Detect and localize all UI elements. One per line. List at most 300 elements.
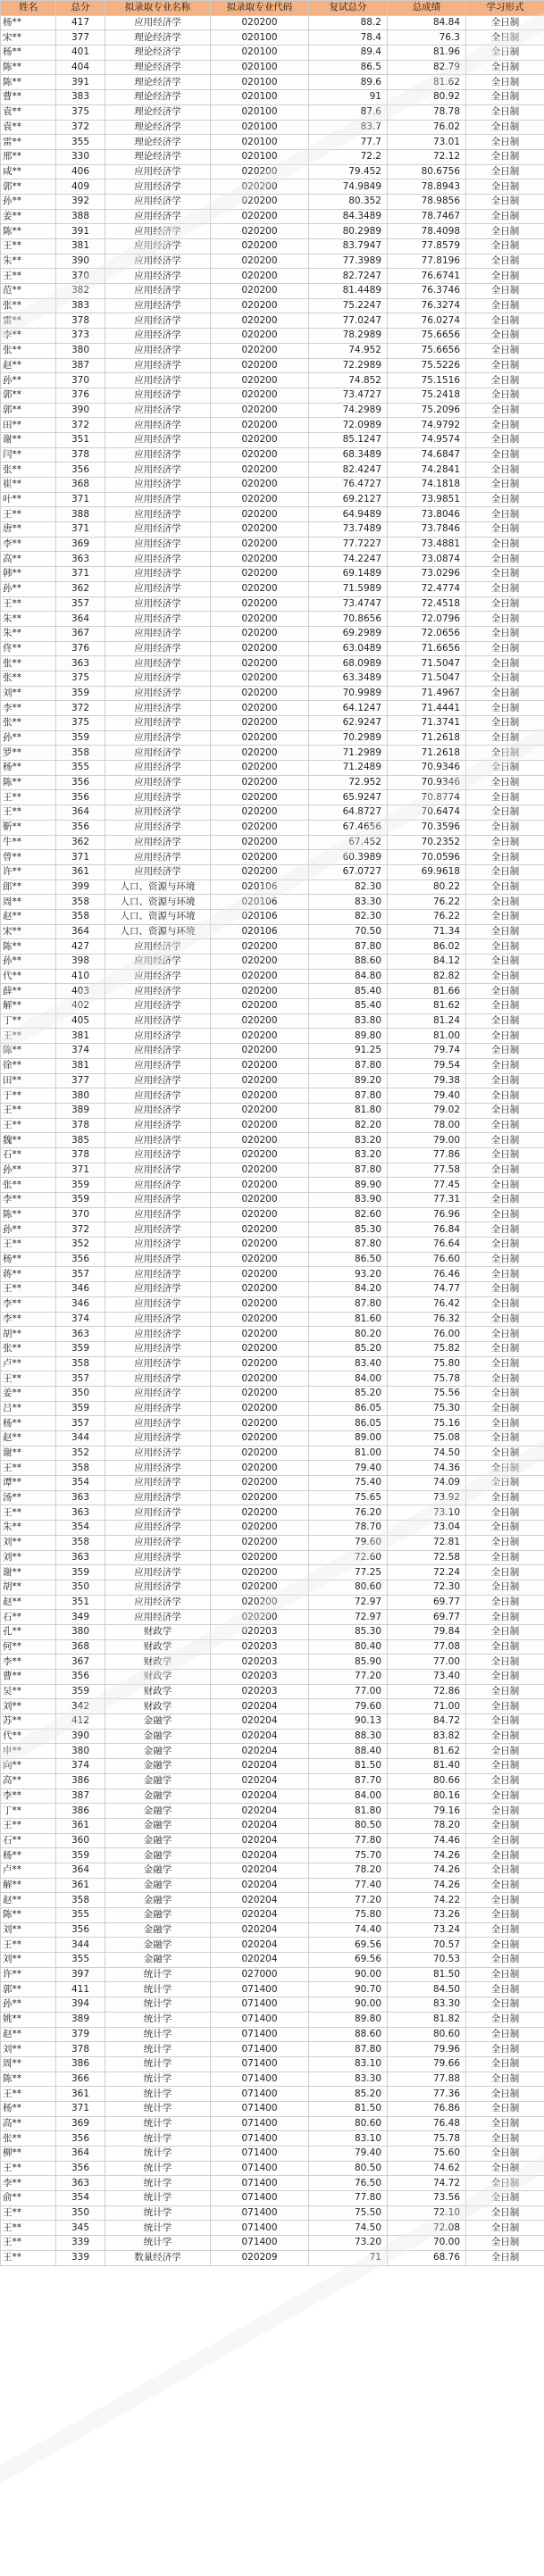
cell-retest-score: 73.4727 (309, 388, 388, 403)
cell-major-name: 应用经济学 (105, 939, 211, 955)
cell-retest-score: 87.80 (309, 1296, 388, 1312)
cell-total-score: 358 (56, 1461, 105, 1476)
cell-major-code: 020200 (211, 686, 309, 701)
cell-final-score: 73.04 (388, 1521, 466, 1536)
cell-final-score: 71.6656 (388, 641, 466, 656)
cell-name: 向** (1, 1759, 56, 1774)
cell-total-score: 380 (56, 343, 105, 358)
cell-name: 谢** (1, 432, 56, 447)
cell-study-mode: 全日制 (466, 2191, 544, 2206)
table-row (1, 955, 544, 970)
cell-final-score: 75.78 (388, 1371, 466, 1387)
cell-total-score: 356 (56, 1670, 105, 1685)
cell-total-score: 368 (56, 1639, 105, 1655)
cell-name: 胡** (1, 1580, 56, 1595)
table-row (1, 1580, 544, 1595)
cell-study-mode: 全日制 (466, 343, 544, 358)
table-row (1, 418, 544, 433)
cell-final-score: 71.4967 (388, 686, 466, 701)
cell-retest-score: 93.20 (309, 1267, 388, 1282)
cell-major-code: 020200 (211, 1461, 309, 1476)
table-row (1, 522, 544, 538)
cell-study-mode: 全日制 (466, 46, 544, 61)
table-row (1, 939, 544, 955)
cell-major-code: 020204 (211, 1714, 309, 1730)
cell-major-name: 统计学 (105, 2147, 211, 2162)
cell-study-mode: 全日制 (466, 1699, 544, 1714)
cell-retest-score: 86.05 (309, 1416, 388, 1431)
cell-study-mode: 全日制 (466, 730, 544, 746)
cell-major-code: 020204 (211, 1938, 309, 1953)
cell-retest-score: 79.60 (309, 1535, 388, 1550)
table-row (1, 1490, 544, 1505)
cell-study-mode: 全日制 (466, 2101, 544, 2116)
cell-total-score: 412 (56, 1714, 105, 1730)
cell-name: 王** (1, 2221, 56, 2236)
table-row (1, 2072, 544, 2087)
cell-final-score: 72.24 (388, 1565, 466, 1580)
cell-study-mode: 全日制 (466, 1386, 544, 1401)
cell-final-score: 72.86 (388, 1684, 466, 1699)
table-row (1, 60, 544, 75)
cell-name: 李** (1, 329, 56, 344)
table-row (1, 1565, 544, 1580)
cell-total-score: 354 (56, 1476, 105, 1491)
cell-name: 杨** (1, 761, 56, 776)
table-row (1, 1953, 544, 1968)
cell-major-name: 金融学 (105, 1878, 211, 1893)
cell-major-name: 应用经济学 (105, 805, 211, 821)
cell-study-mode: 全日制 (466, 686, 544, 701)
cell-name: 王** (1, 2250, 56, 2265)
cell-final-score: 79.96 (388, 2042, 466, 2057)
cell-total-score: 356 (56, 463, 105, 478)
cell-major-name: 应用经济学 (105, 1312, 211, 1327)
cell-retest-score: 71 (309, 2250, 388, 2265)
cell-study-mode: 全日制 (466, 1550, 544, 1565)
table-row (1, 1773, 544, 1788)
cell-final-score: 78.7467 (388, 209, 466, 224)
cell-retest-score: 75.65 (309, 1490, 388, 1505)
cell-major-name: 金融学 (105, 1908, 211, 1923)
cell-name: 王** (1, 239, 56, 254)
cell-total-score: 391 (56, 75, 105, 90)
cell-major-name: 应用经济学 (105, 1535, 211, 1550)
cell-retest-score: 73.7489 (309, 522, 388, 538)
cell-name: 王** (1, 1938, 56, 1953)
cell-study-mode: 全日制 (466, 149, 544, 164)
cell-name: 孙** (1, 373, 56, 388)
cell-final-score: 75.6656 (388, 329, 466, 344)
cell-study-mode: 全日制 (466, 596, 544, 612)
cell-major-name: 应用经济学 (105, 269, 211, 284)
table-row (1, 343, 544, 358)
cell-final-score: 73.40 (388, 1670, 466, 1685)
cell-final-score: 80.92 (388, 90, 466, 105)
cell-name: 魏** (1, 1133, 56, 1148)
cell-name: 陈** (1, 224, 56, 239)
cell-major-code: 020200 (211, 969, 309, 984)
table-row (1, 1759, 544, 1774)
cell-retest-score: 89.80 (309, 2012, 388, 2027)
cell-major-name: 应用经济学 (105, 984, 211, 999)
cell-final-score: 78.00 (388, 1118, 466, 1133)
cell-major-name: 应用经济学 (105, 1222, 211, 1238)
table-row (1, 2161, 544, 2176)
table-row (1, 1699, 544, 1714)
cell-major-name: 应用经济学 (105, 1267, 211, 1282)
cell-retest-score: 84.80 (309, 969, 388, 984)
cell-retest-score: 88.60 (309, 2027, 388, 2042)
cell-total-score: 427 (56, 939, 105, 955)
cell-total-score: 381 (56, 1058, 105, 1073)
cell-total-score: 406 (56, 164, 105, 179)
cell-name: 谢** (1, 1565, 56, 1580)
cell-retest-score: 83.7947 (309, 239, 388, 254)
table-row (1, 2131, 544, 2147)
table-row (1, 463, 544, 478)
cell-final-score: 77.88 (388, 2072, 466, 2087)
cell-final-score: 81.24 (388, 1013, 466, 1029)
cell-total-score: 346 (56, 1296, 105, 1312)
table-row (1, 1744, 544, 1759)
table-row (1, 1163, 544, 1178)
cell-retest-score: 80.60 (309, 2116, 388, 2131)
cell-major-code: 020200 (211, 1222, 309, 1238)
cell-study-mode: 全日制 (466, 864, 544, 880)
cell-total-score: 352 (56, 1446, 105, 1461)
cell-final-score: 68.76 (388, 2250, 466, 2265)
cell-retest-score: 67.4656 (309, 820, 388, 835)
cell-retest-score: 87.6 (309, 104, 388, 120)
cell-study-mode: 全日制 (466, 224, 544, 239)
cell-retest-score: 70.8656 (309, 612, 388, 627)
cell-major-code: 020204 (211, 1759, 309, 1774)
cell-retest-score: 85.30 (309, 1624, 388, 1639)
cell-study-mode: 全日制 (466, 1341, 544, 1356)
cell-retest-score: 83.90 (309, 1193, 388, 1208)
cell-final-score: 78.9856 (388, 194, 466, 209)
cell-major-name: 应用经济学 (105, 1595, 211, 1610)
cell-major-code: 020106 (211, 895, 309, 910)
cell-study-mode: 全日制 (466, 2072, 544, 2087)
cell-major-name: 应用经济学 (105, 1044, 211, 1059)
cell-final-score: 78.8943 (388, 179, 466, 195)
cell-retest-score: 72.97 (309, 1595, 388, 1610)
cell-final-score: 79.00 (388, 1133, 466, 1148)
cell-total-score: 358 (56, 909, 105, 924)
table-row (1, 656, 544, 671)
cell-final-score: 81.66 (388, 984, 466, 999)
cell-retest-score: 80.50 (309, 1818, 388, 1833)
table-row (1, 46, 544, 61)
cell-major-code: 020200 (211, 567, 309, 582)
cell-study-mode: 全日制 (466, 2012, 544, 2027)
cell-name: 李** (1, 1296, 56, 1312)
cell-retest-score: 81.60 (309, 1312, 388, 1327)
table-row (1, 1684, 544, 1699)
table-row (1, 924, 544, 939)
cell-retest-score: 78.2989 (309, 329, 388, 344)
cell-name: 柳** (1, 2147, 56, 2162)
cell-major-name: 财政学 (105, 1684, 211, 1699)
cell-major-code: 020204 (211, 1922, 309, 1938)
cell-major-name: 人口、资源与环境 (105, 895, 211, 910)
cell-study-mode: 全日制 (466, 895, 544, 910)
cell-major-code: 020200 (211, 329, 309, 344)
cell-retest-score: 87.70 (309, 1773, 388, 1788)
cell-total-score: 359 (56, 686, 105, 701)
cell-major-name: 应用经济学 (105, 507, 211, 522)
cell-name: 雷** (1, 313, 56, 329)
cell-study-mode: 全日制 (466, 284, 544, 299)
cell-final-score: 74.6847 (388, 447, 466, 463)
table-row (1, 2176, 544, 2191)
cell-final-score: 74.62 (388, 2161, 466, 2176)
cell-major-name: 应用经济学 (105, 1193, 211, 1208)
cell-retest-score: 79.452 (309, 164, 388, 179)
cell-study-mode: 全日制 (466, 1565, 544, 1580)
cell-retest-score: 70.2989 (309, 730, 388, 746)
cell-retest-score: 86.50 (309, 1252, 388, 1267)
cell-major-code: 071400 (211, 2191, 309, 2206)
cell-final-score: 81.00 (388, 1029, 466, 1044)
table-row (1, 999, 544, 1014)
cell-name: 刘** (1, 1535, 56, 1550)
cell-major-name: 应用经济学 (105, 1103, 211, 1118)
cell-major-name: 金融学 (105, 1818, 211, 1833)
cell-retest-score: 86.05 (309, 1401, 388, 1416)
cell-major-code: 020200 (211, 522, 309, 538)
cell-name: 胡** (1, 1327, 56, 1342)
cell-final-score: 77.8579 (388, 239, 466, 254)
cell-final-score: 81.62 (388, 1744, 466, 1759)
table-row (1, 1088, 544, 1104)
cell-final-score: 74.22 (388, 1893, 466, 1908)
table-row (1, 1058, 544, 1073)
cell-major-name: 统计学 (105, 2042, 211, 2057)
cell-retest-score: 72.60 (309, 1550, 388, 1565)
cell-name: 范** (1, 284, 56, 299)
table-row (1, 2116, 544, 2131)
cell-study-mode: 全日制 (466, 239, 544, 254)
cell-study-mode: 全日制 (466, 313, 544, 329)
cell-major-name: 统计学 (105, 1967, 211, 1982)
cell-final-score: 78.20 (388, 1818, 466, 1833)
cell-major-name: 统计学 (105, 2191, 211, 2206)
cell-major-code: 020200 (211, 478, 309, 493)
cell-retest-score: 74.952 (309, 343, 388, 358)
table-row (1, 313, 544, 329)
cell-major-name: 应用经济学 (105, 492, 211, 507)
cell-study-mode: 全日制 (466, 1147, 544, 1163)
cell-final-score: 69.77 (388, 1610, 466, 1625)
cell-name: 赵** (1, 1595, 56, 1610)
cell-major-code: 020209 (211, 2250, 309, 2265)
cell-major-code: 020106 (211, 924, 309, 939)
table-row (1, 1729, 544, 1744)
cell-study-mode: 全日制 (466, 478, 544, 493)
cell-study-mode: 全日制 (466, 1639, 544, 1655)
cell-total-score: 385 (56, 1133, 105, 1148)
cell-name: 郭** (1, 403, 56, 418)
cell-total-score: 389 (56, 2012, 105, 2027)
cell-name: 陈** (1, 939, 56, 955)
cell-name: 孙** (1, 1163, 56, 1178)
cell-total-score: 405 (56, 1013, 105, 1029)
cell-retest-score: 71.2989 (309, 746, 388, 761)
cell-major-code: 020200 (211, 1505, 309, 1521)
table-row (1, 358, 544, 373)
cell-total-score: 401 (56, 46, 105, 61)
cell-total-score: 372 (56, 701, 105, 716)
cell-name: 蒋** (1, 1267, 56, 1282)
cell-study-mode: 全日制 (466, 1088, 544, 1104)
cell-major-code: 020200 (211, 1476, 309, 1491)
cell-total-score: 363 (56, 2176, 105, 2191)
cell-final-score: 80.60 (388, 2027, 466, 2042)
cell-major-name: 应用经济学 (105, 1580, 211, 1595)
cell-retest-score: 77.20 (309, 1893, 388, 1908)
cell-major-code: 020200 (211, 269, 309, 284)
cell-study-mode: 全日制 (466, 1655, 544, 1670)
cell-major-code: 020203 (211, 1684, 309, 1699)
cell-name: 徐** (1, 1058, 56, 1073)
cell-final-score: 74.2841 (388, 463, 466, 478)
cell-major-code: 020204 (211, 1773, 309, 1788)
cell-name: 卢** (1, 1863, 56, 1878)
cell-study-mode: 全日制 (466, 1118, 544, 1133)
table-row (1, 1595, 544, 1610)
cell-final-score: 70.9346 (388, 761, 466, 776)
cell-major-code: 020200 (211, 1118, 309, 1133)
cell-major-code: 020200 (211, 1565, 309, 1580)
cell-study-mode: 全日制 (466, 1967, 544, 1982)
cell-retest-score: 86.5 (309, 60, 388, 75)
cell-study-mode: 全日制 (466, 1863, 544, 1878)
cell-major-name: 应用经济学 (105, 1178, 211, 1193)
table-row (1, 596, 544, 612)
cell-major-name: 金融学 (105, 1788, 211, 1804)
cell-study-mode: 全日制 (466, 60, 544, 75)
cell-study-mode: 全日制 (466, 1416, 544, 1431)
cell-final-score: 79.66 (388, 2056, 466, 2072)
cell-retest-score: 68.3489 (309, 447, 388, 463)
cell-name: 杨** (1, 2101, 56, 2116)
cell-major-name: 财政学 (105, 1624, 211, 1639)
table-row (1, 850, 544, 865)
cell-study-mode: 全日制 (466, 2116, 544, 2131)
cell-major-name: 金融学 (105, 1848, 211, 1863)
cell-retest-score: 72.0989 (309, 418, 388, 433)
table-row (1, 224, 544, 239)
cell-final-score: 70.2352 (388, 835, 466, 850)
cell-final-score: 81.50 (388, 1967, 466, 1982)
cell-name: 王** (1, 1505, 56, 1521)
cell-retest-score: 91 (309, 90, 388, 105)
cell-retest-score: 60.3989 (309, 850, 388, 865)
cell-total-score: 368 (56, 478, 105, 493)
table-row (1, 1505, 544, 1521)
cell-major-name: 应用经济学 (105, 820, 211, 835)
cell-major-name: 应用经济学 (105, 1013, 211, 1029)
cell-total-score: 374 (56, 1759, 105, 1774)
cell-name: 解** (1, 999, 56, 1014)
cell-name: 孙** (1, 581, 56, 596)
cell-final-score: 78.4098 (388, 224, 466, 239)
cell-total-score: 374 (56, 1312, 105, 1327)
cell-final-score: 81.40 (388, 1759, 466, 1774)
cell-major-code: 027000 (211, 1967, 309, 1982)
cell-final-score: 71.5047 (388, 671, 466, 686)
cell-name: 吴** (1, 1684, 56, 1699)
cell-study-mode: 全日制 (466, 1684, 544, 1699)
cell-name: 何** (1, 1639, 56, 1655)
table-row (1, 1878, 544, 1893)
cell-major-name: 应用经济学 (105, 641, 211, 656)
cell-study-mode: 全日制 (466, 1997, 544, 2013)
cell-total-score: 390 (56, 403, 105, 418)
cell-major-name: 应用经济学 (105, 313, 211, 329)
cell-major-code: 020200 (211, 1073, 309, 1088)
cell-total-score: 399 (56, 880, 105, 895)
cell-name: 宋** (1, 30, 56, 46)
cell-name: 刘** (1, 2042, 56, 2057)
cell-final-score: 79.40 (388, 1088, 466, 1104)
cell-major-code: 071400 (211, 2205, 309, 2221)
cell-retest-score: 80.2989 (309, 224, 388, 239)
cell-major-name: 应用经济学 (105, 596, 211, 612)
cell-total-score: 380 (56, 1624, 105, 1639)
cell-major-name: 应用经济学 (105, 552, 211, 567)
cell-major-code: 071400 (211, 2116, 309, 2131)
cell-major-name: 应用经济学 (105, 447, 211, 463)
table-row (1, 1356, 544, 1371)
cell-retest-score: 88.40 (309, 1744, 388, 1759)
cell-final-score: 76.0274 (388, 313, 466, 329)
cell-study-mode: 全日制 (466, 90, 544, 105)
cell-major-code: 020204 (211, 1729, 309, 1744)
cell-major-name: 应用经济学 (105, 1476, 211, 1491)
table-row (1, 909, 544, 924)
cell-total-score: 379 (56, 2027, 105, 2042)
cell-total-score: 403 (56, 984, 105, 999)
cell-major-code: 020204 (211, 1804, 309, 1819)
cell-total-score: 370 (56, 269, 105, 284)
cell-total-score: 356 (56, 1922, 105, 1938)
cell-major-code: 020100 (211, 60, 309, 75)
cell-study-mode: 全日制 (466, 716, 544, 731)
cell-name: 孙** (1, 730, 56, 746)
cell-final-score: 69.9618 (388, 864, 466, 880)
cell-name: 孙** (1, 194, 56, 209)
cell-final-score: 70.8774 (388, 790, 466, 805)
cell-name: 孙** (1, 1997, 56, 2013)
cell-retest-score: 69.2127 (309, 492, 388, 507)
table-row (1, 984, 544, 999)
cell-total-score: 358 (56, 895, 105, 910)
cell-retest-score: 69.2989 (309, 626, 388, 641)
cell-study-mode: 全日制 (466, 701, 544, 716)
cell-major-code: 020200 (211, 1296, 309, 1312)
cell-major-name: 应用经济学 (105, 478, 211, 493)
cell-total-score: 350 (56, 2205, 105, 2221)
cell-major-name: 应用经济学 (105, 209, 211, 224)
cell-major-code: 020200 (211, 939, 309, 955)
cell-name: 郎** (1, 880, 56, 895)
cell-total-score: 359 (56, 1341, 105, 1356)
cell-final-score: 75.5226 (388, 358, 466, 373)
